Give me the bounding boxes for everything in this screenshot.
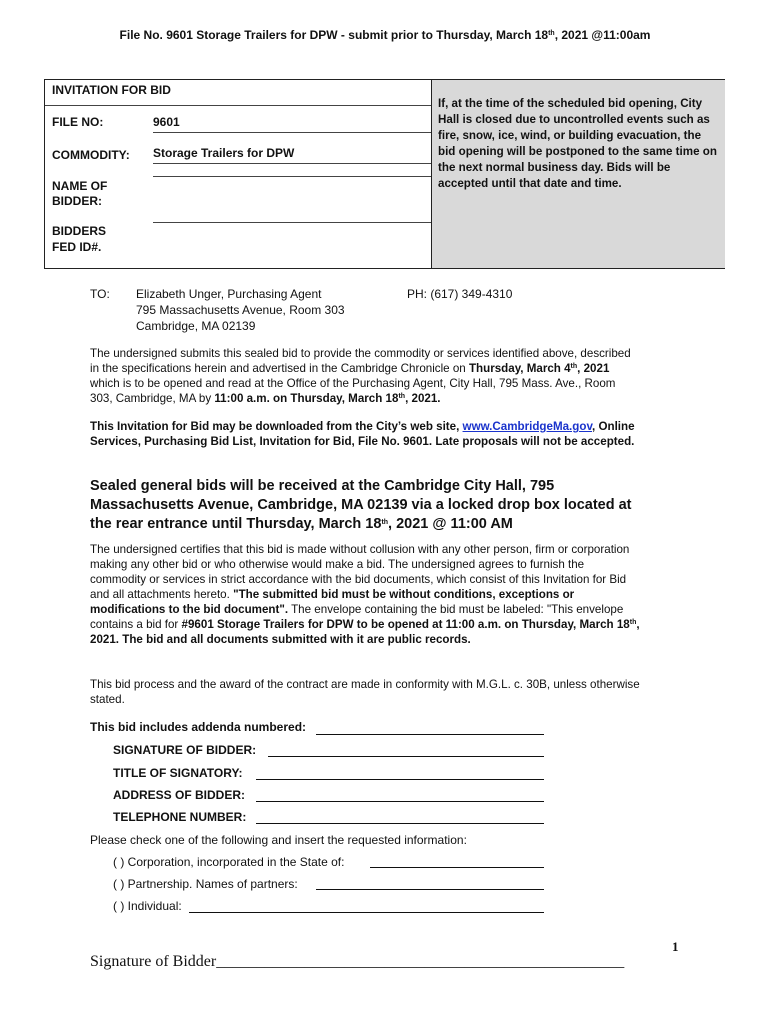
certification-paragraph: The undersigned certifies that this bid is made without collusion with any other person, firm or corporation making any other bid or who otherwise would make a bid. The undersigned agrees to furnish the commodity or services in strict accordance with the bid documents, which consist of this Invitation for Bid and all attachments hereto. "The submitted bid must be without conditions, exceptions or modifications to the bid document". The envelope containing the bid must be labeled: "This envelope contains a bid for #9601 Storage Trailers for DPW to be opened at 11:00 a.m. on Thursday, March 18th, 2021. The bid and all documents submitted with it are public records. <box>90 543 640 646</box>
addenda-label: This bid includes addenda numbered: <box>90 720 307 734</box>
title-of-signatory-label: TITLE OF SIGNATORY: <box>113 766 243 780</box>
purchasing-agent-address-2: Cambridge, MA 02139 <box>136 319 256 333</box>
page-header: File No. 9601 Storage Trailers for DPW - submit prior to Thursday, March 18th, 2021 @11:00am <box>119 28 651 42</box>
bidder-name-label-2: BIDDER: <box>52 194 102 208</box>
purchasing-agent-address-1: 795 Massachusetts Avenue, Room 303 <box>136 303 345 317</box>
closure-notice-text: If, at the time of the scheduled bid opening, City Hall is closed due to uncontrolled events such as fire, snow, ice, wind, or building evacuation, the bid opening will be postponed to the same time on the next normal business day. Bids will be accepted until that date and time. <box>438 97 717 190</box>
partnership-option[interactable]: ( ) Partnership. Names of partners: <box>113 877 298 891</box>
invitation-title: INVITATION FOR BID <box>52 83 171 97</box>
individual-option[interactable]: ( ) Individual: <box>113 899 182 913</box>
file-no-value: 9601 <box>153 115 180 129</box>
telephone-number-label: TELEPHONE NUMBER: <box>113 810 247 824</box>
signature-input-line[interactable] <box>268 756 544 757</box>
footer-signature-line: Signature of Bidder___________________________________________________ <box>90 953 625 970</box>
entity-type-prompt: Please check one of the following and insert the requested information: <box>90 833 467 847</box>
closure-notice-panel <box>431 80 725 268</box>
partners-input-line[interactable] <box>316 889 544 890</box>
corporation-option[interactable]: ( ) Corporation, incorporated in the State of: <box>113 855 345 869</box>
sealed-bids-paragraph: Sealed general bids will be received at the Cambridge City Hall, 795 Massachusetts Avenue, Cambridge, MA 02139 via a locked drop box located at the rear entrance until Thursday, March 18th, 2021 @ 11:00 AM <box>90 478 632 532</box>
bid-submission-paragraph: The undersigned submits this sealed bid to provide the commodity or services identified above, described in the specifications herein and advertised in the Cambridge Chronicle on Thursday, March 4th, 2021 which is to be opened and read at the Office of the Purchasing Agent, City Hall, 795 Mass. Ave., Room 303, Cambridge, MA by 11:00 a.m. on Thursday, March 18th, 2021. <box>90 347 631 405</box>
purchasing-agent-name: Elizabeth Unger, Purchasing Agent <box>136 287 322 301</box>
signature-of-bidder-label: SIGNATURE OF BIDDER: <box>113 743 257 757</box>
fed-id-label-1: BIDDERS <box>52 224 107 238</box>
bid-info-panel <box>45 80 431 268</box>
address-input-line[interactable] <box>256 801 544 802</box>
city-website-link[interactable]: www.CambridgeMa.gov <box>462 420 593 433</box>
telephone-input-line[interactable] <box>256 823 544 824</box>
fed-id-label-2: FED ID#. <box>52 240 102 254</box>
bidder-name-label-1: NAME OF <box>52 179 108 193</box>
corporation-state-input-line[interactable] <box>370 867 544 868</box>
to-label: TO: <box>90 287 110 301</box>
mgl-conformity-paragraph: This bid process and the award of the contract are made in conformity with M.G.L. c. 30B, unless otherwise stated. <box>90 678 640 706</box>
invitation-for-bid-box <box>44 79 725 269</box>
individual-input-line[interactable] <box>189 912 544 913</box>
address-of-bidder-label: ADDRESS OF BIDDER: <box>113 788 246 802</box>
addenda-input-line[interactable] <box>316 734 544 735</box>
download-paragraph: This Invitation for Bid may be downloaded from the City’s web site, www.CambridgeMa.gov, Online Services, Purchasing Bid List, Invitation for Bid, File No. 9601. Late proposals will not be accepted. <box>90 420 635 448</box>
file-no-label: FILE NO: <box>52 115 104 129</box>
purchasing-phone: PH: (617) 349-4310 <box>407 287 513 301</box>
commodity-value: Storage Trailers for DPW <box>153 146 295 160</box>
commodity-label: COMMODITY: <box>52 148 130 162</box>
title-input-line[interactable] <box>256 779 544 780</box>
page-number: 1 <box>672 939 679 954</box>
